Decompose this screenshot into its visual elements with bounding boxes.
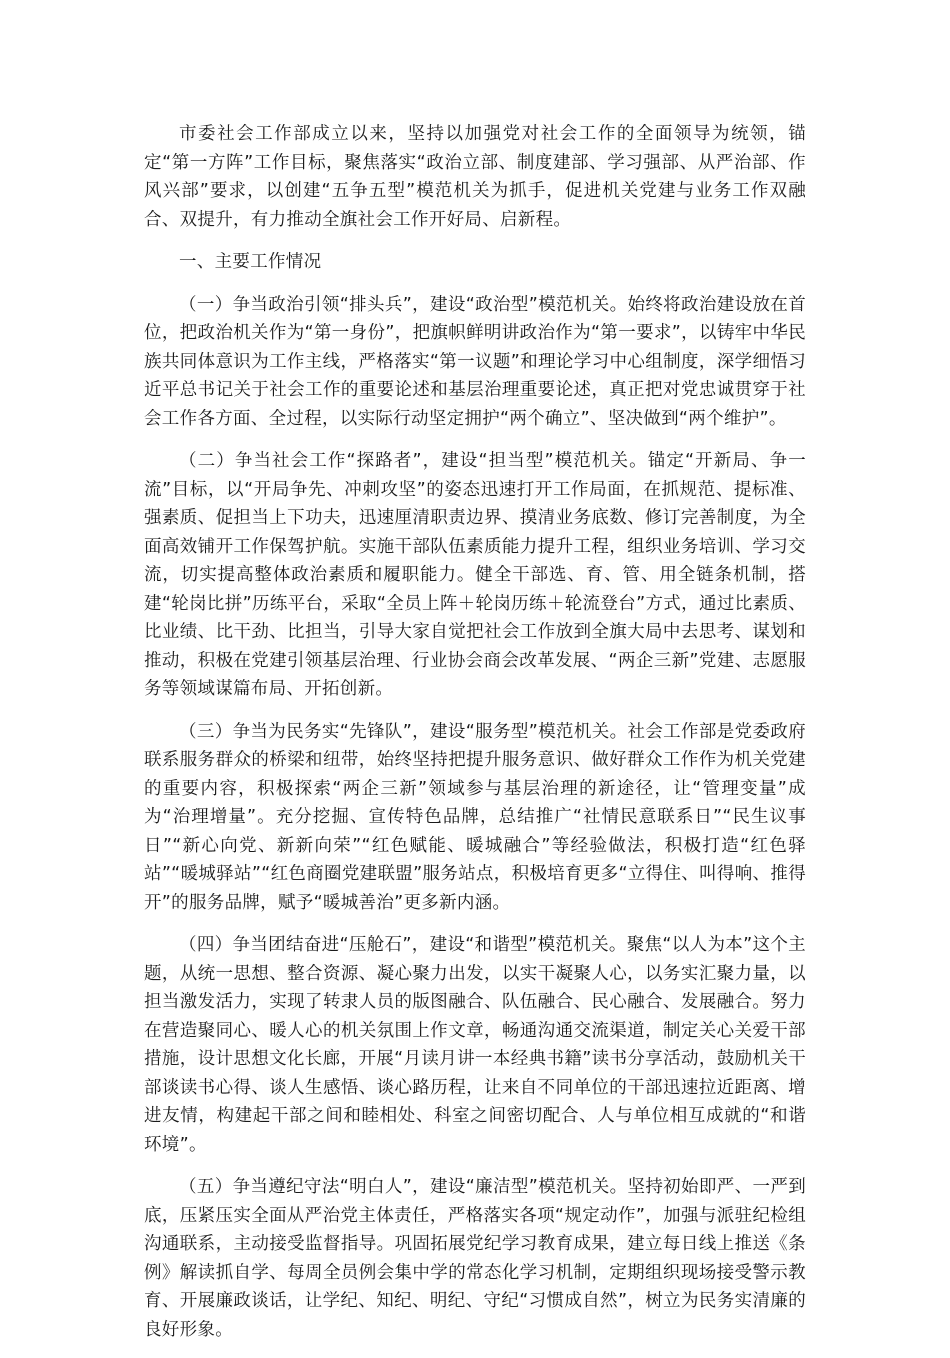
section-paragraph-2 — [144, 447, 806, 704]
intro-paragraph: 市委社会工作部成立以来，坚持以加强党对社会工作的全面领导为统领，锚定“第一方阵”工作目标，聚焦落实“政治立部、制度建部、学习强部、从严治部、作风兴部”要求，以创建“五争五型”模范机关为抓手，促进机关党建与业务工作双融合、双提升，有力推动全旗社会工作开好局、启新程。 — [144, 124, 806, 230]
document-page — [144, 120, 806, 1358]
section-lead-1: （一）争当政治引领“排头兵”，建设“政治型”模范机关。 — [179, 294, 628, 315]
section-body-2: 锚定“开新局、争一流”目标，以“开局争先、冲刺攻坚”的姿态迅速打开工作局面，在抓规范、提标准、强素质、促担当上下功夫，迅速厘清职责边界、摸清业务底数、修订完善制度，为全面高效铺开工作保驾护航。实施干部队伍素质能力提升工程，组织业务培训、学习交流，切实提高整体政治素质和履职能力。健全干部选、育、管、用全链条机制，搭建“轮岗比拼”历练平台，采取“全员上阵＋轮岗历练＋轮流登台”方式，通过比素质、比业绩、比干劲、比担当，引导大家自觉把社会工作放到全旗大局中去思考、谋划和推动，积极在党建引领基层治理、行业协会商会改革发展、“两企三新”党建、志愿服务等领域谋篇布局、开拓创新。 — [144, 451, 806, 699]
section-heading-main-work: 一、主要工作情况 — [179, 252, 322, 272]
section-body-5: 坚持初始即严、一严到底，压紧压实全面从严治党主体责任，严格落实各项“规定动作”，加强与派驻纪检组沟通联系，主动接受监督指导。巩固拓展党纪学习教育成果，建立每日线上推送《条例》解读抓自学、每周全员例会集中学的常态化学习机制，定期组织现场接受警示教育、开展廉政谈话，让学纪、知纪、明纪、守纪“习惯成自然”，树立为民务实清廉的良好形象。 — [144, 1177, 806, 1340]
section-lead-3: （三）争当为民务实“先锋队”，建设“服务型”模范机关。 — [179, 721, 628, 742]
section-paragraph-4 — [144, 931, 806, 1159]
section-paragraph-5 — [144, 1173, 806, 1344]
section-lead-4: （四）争当团结奋进“压舱石”，建设“和谐型”模范机关。 — [179, 935, 627, 955]
section-paragraph-3 — [144, 718, 806, 918]
section-paragraph-1 — [144, 291, 806, 434]
section-body-4: 聚焦“以人为本”这个主题，从统一思想、整合资源、凝心聚力出发，以实干凝聚人心，以务实汇聚力量，以担当激发活力，实现了转隶人员的版图融合、队伍融合、民心融合、发展融合。努力在营造聚同心、暖人心的机关氛围上作文章，畅通沟通交流渠道，制定关心关爱干部措施，设计思想文化长廊，开展“月读月讲一本经典书籍”读书分享活动，鼓励机关干部谈读书心得、谈人生感悟、谈心路历程，让来自不同单位的干部迅速拉近距离、增进友情，构建起干部之间和睦相处、科室之间密切配合、人与单位相互成就的“和谐环境”。 — [144, 935, 806, 1155]
section-body-3: 社会工作部是党委政府联系服务群众的桥梁和纽带，始终坚持把提升服务意识、做好群众工作作为机关党建的重要内容，积极探索“两企三新”领域参与基层治理的新途径，让“管理变量”成为“治理增量”。充分挖掘、宣传特色品牌，总结推广“社情民意联系日”“民生议事日”“新心向党、新新向荣”“红色赋能、暖城融合”等经验做法，积极打造“红色驿站”“暖城驿站”“红色商圈党建联盟”服务站点，积极培育更多“立得住、叫得响、推得开”的服务品牌，赋予“暖城善治”更多新内涵。 — [144, 721, 806, 913]
section-lead-5: （五）争当遵纪守法“明白人”，建设“廉洁型”模范机关。 — [179, 1177, 628, 1197]
section-body-1: 始终将政治建设放在首位，把政治机关作为“第一身份”，把旗帜鲜明讲政治作为“第一要求”，以铸牢中华民族共同体意识为工作主线，严格落实“第一议题”和理论学习中心组制度，深学细悟习近平总书记关于社会工作的重要论述和基层治理重要论述，真正把对党忠诚贯穿于社会工作各方面、全过程，以实际行动坚定拥护“两个确立”、坚决做到“两个维护”。 — [144, 294, 806, 429]
section-lead-2: （二）争当社会工作“探路者”，建设“担当型”模范机关。 — [179, 451, 648, 471]
